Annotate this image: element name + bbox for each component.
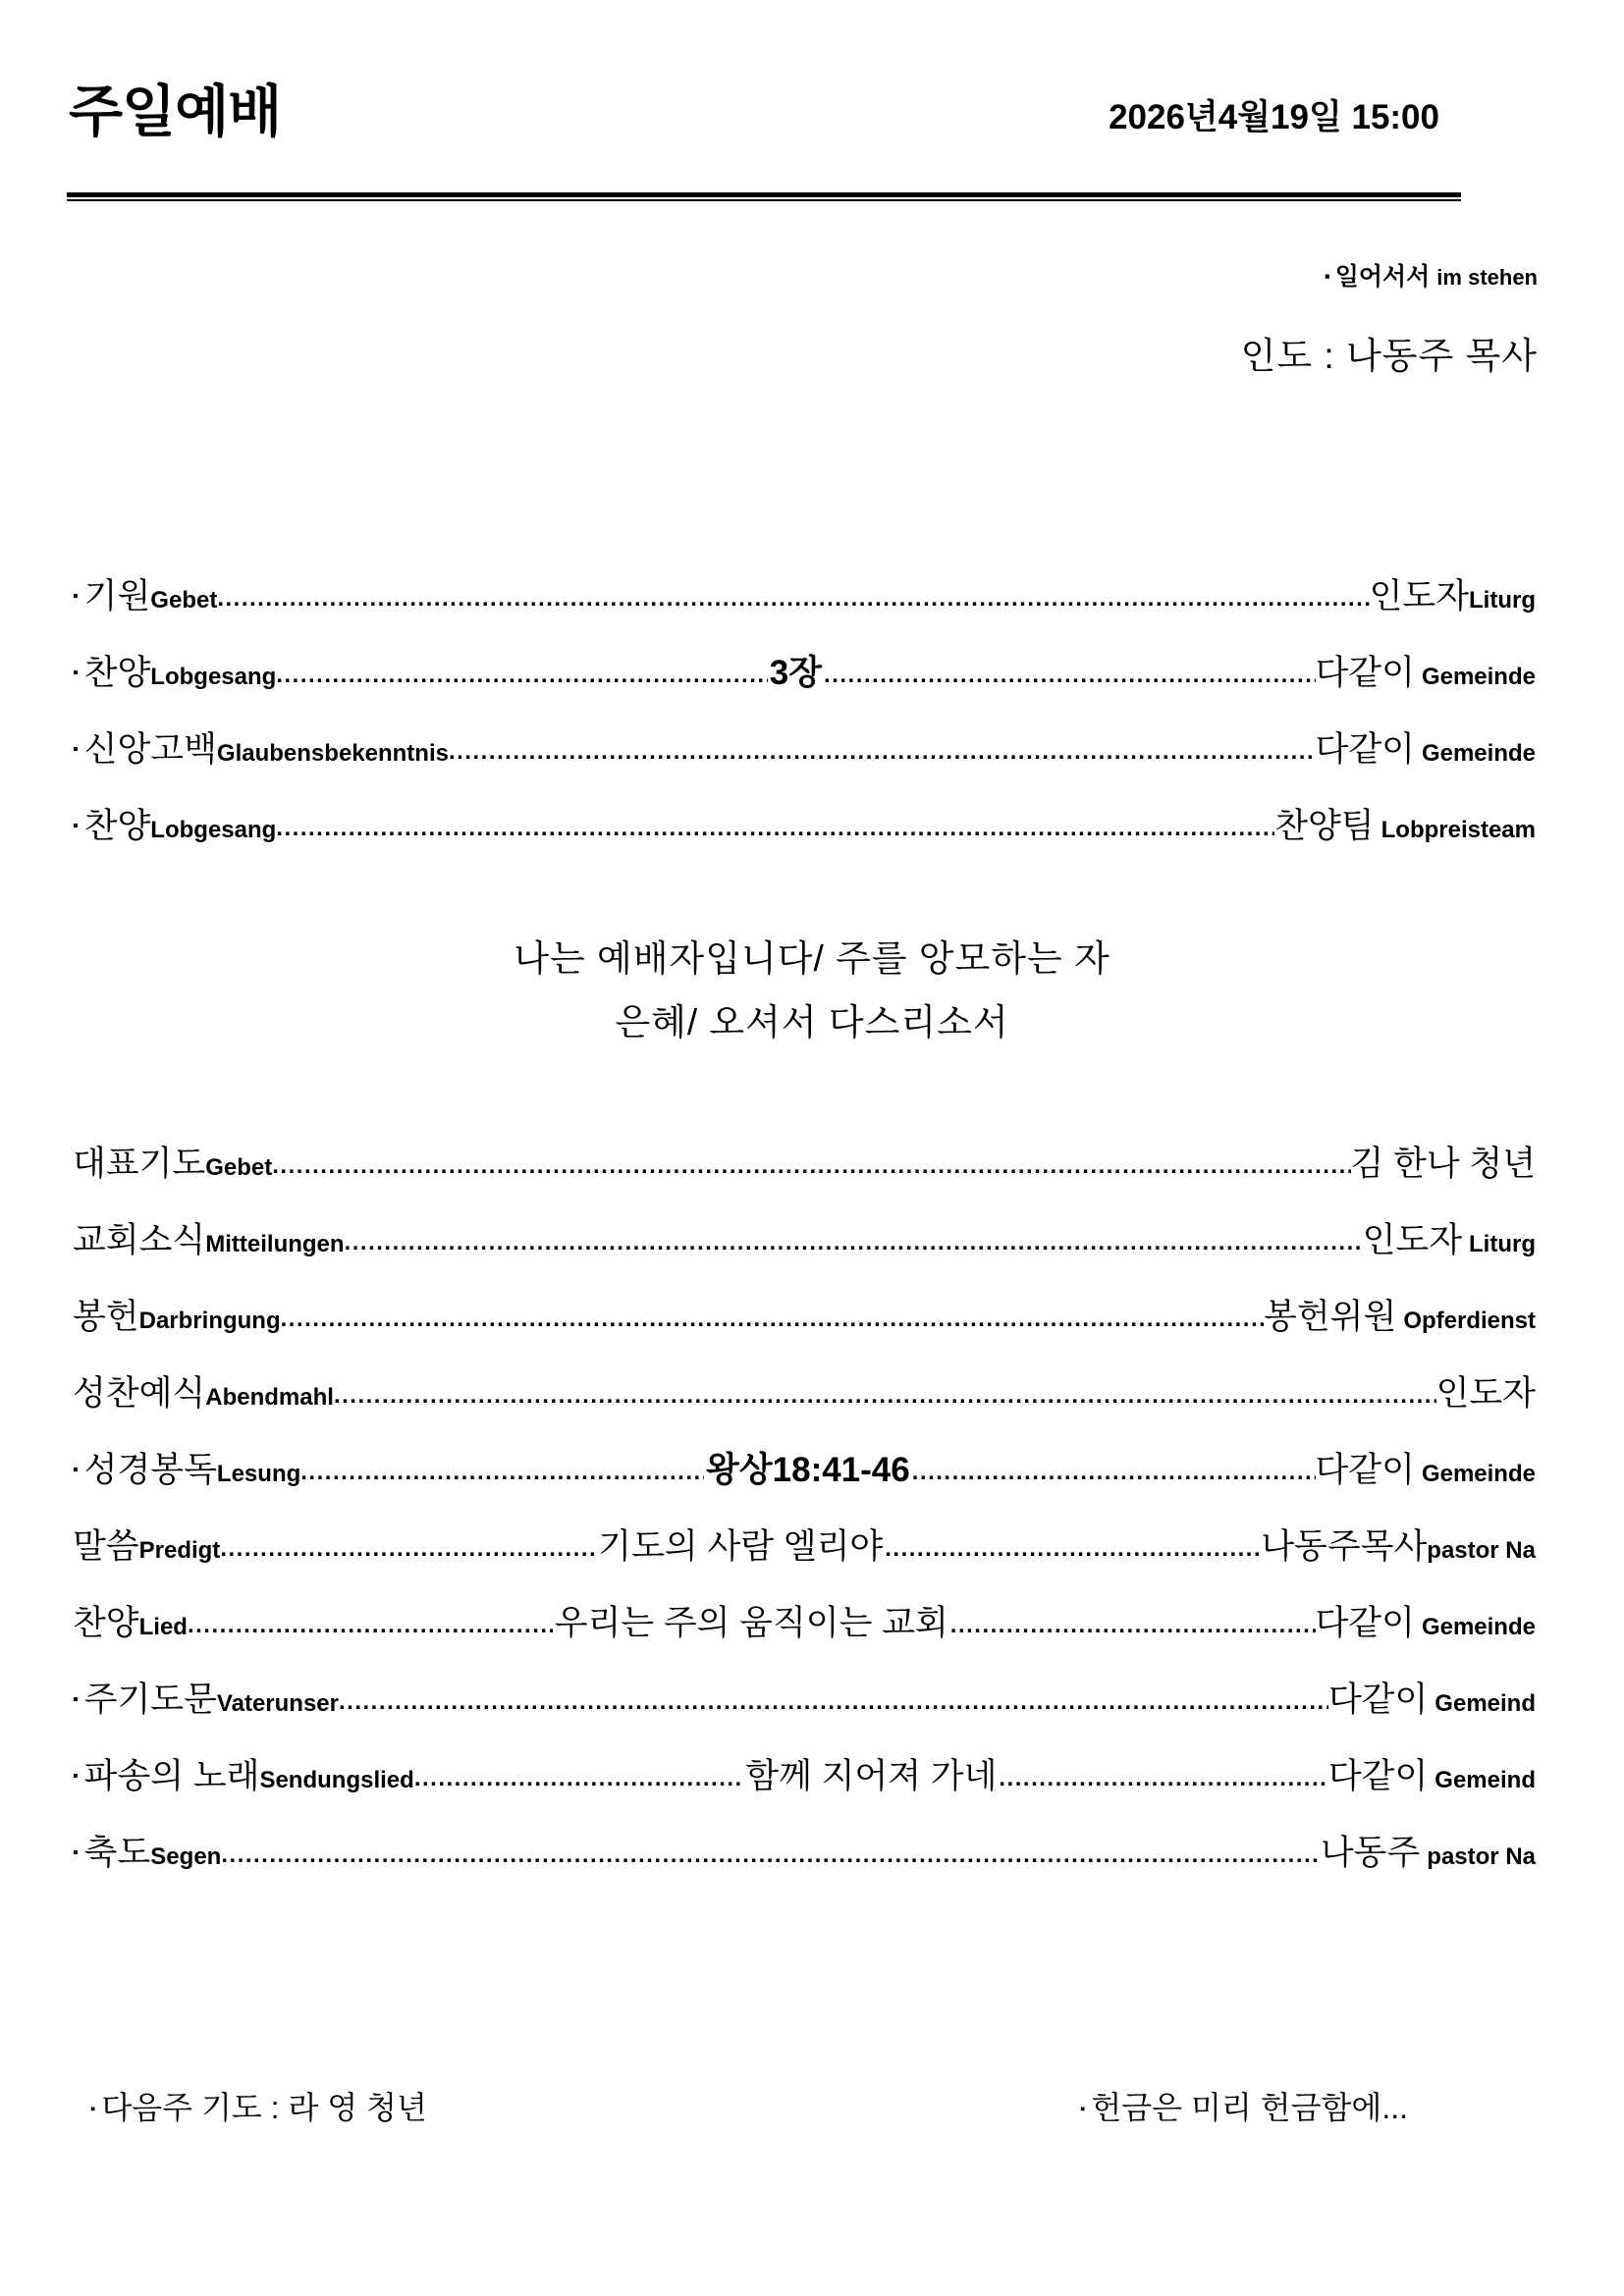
order-item-row [73,1366,1536,1415]
song-line: 은혜/ 오셔서 다스리소서 [615,1001,1009,1042]
order-item-name-de: Predigt [138,1537,221,1564]
order-item-performer-de: pastor Na [1427,1537,1536,1564]
order-item-performer-ko: 다같이 [1327,1681,1429,1719]
order-item-name-ko: 기원 [83,577,151,615]
leader-dots [272,1152,1350,1180]
leader-dots [912,1459,1316,1486]
order-item-name-de: Mitteilungen [205,1231,345,1257]
order-item-row [73,569,1536,618]
song-line: 나는 예배자입니다/ 주를 앙모하는 자 [514,938,1110,979]
next-week-prayer-note [90,2083,427,2128]
order-item-performer-ko: 나동주목사 [1261,1527,1428,1566]
leader-dots [950,1612,1316,1639]
order-item-name-ko: 신앙고백 [83,730,217,769]
next-week-prayer-text: 다음주 기도 : 라 영 청년 [101,2090,427,2125]
order-item-performer-de: Opferdienst [1403,1308,1536,1334]
order-item-row [73,1520,1536,1569]
order-item-row [73,1213,1536,1262]
order-item-name-de: Vaterunser [216,1690,339,1717]
order-item-performer-de: pastor Na [1427,1843,1536,1870]
bullet-icon: ▪ [73,665,79,681]
order-item-name-de: Gebet [150,587,218,614]
order-item-row [73,646,1536,695]
page-title: 주일예배 [69,80,282,143]
leader-dots [188,1612,553,1639]
bullet-icon: ▪ [73,1844,79,1861]
order-item-performer-ko: 다같이 [1315,1451,1415,1489]
order-item-name-de: Gebet [205,1154,273,1181]
order-item-name-de: Lobgesang [150,817,277,843]
bullet-icon: ▪ [73,818,79,834]
bullet-icon: ▪ [73,741,79,758]
order-item-name-ko: 찬양 [83,807,151,845]
leader-dots [334,1382,1436,1410]
order-item-performer-de: Gemeinde [1421,664,1536,690]
order-item-name-ko: 대표기도 [73,1145,206,1183]
order-item-row [73,1596,1536,1645]
order-item-name-ko: 주기도문 [83,1681,217,1719]
bullet-icon: ▪ [73,1462,79,1478]
bullet-icon: ▪ [73,1768,79,1785]
service-datetime: 2026년4월19일 15:00 [1109,98,1439,136]
order-item-name-de: Lobgesang [150,664,277,690]
leader-dots [414,1765,743,1792]
order-item-performer-ko: 인도자 [1435,1374,1536,1413]
order-item-performer-ko: 나동주 [1320,1834,1421,1872]
leader-dots [345,1229,1363,1256]
order-item-name-ko: 말씀 [73,1527,139,1566]
order-item-name-ko: 찬양 [83,654,151,692]
order-item-name-de: Glaubensbekenntnis [216,740,449,767]
leader-dots [339,1688,1328,1716]
order-item-performer-de: Lobpreisteam [1380,817,1536,843]
order-item-name-ko: 성찬예식 [73,1374,206,1413]
order-item-performer-de: Liturg [1469,1231,1536,1257]
order-item-name-ko: 봉헌 [73,1298,139,1336]
order-item-performer-ko: 인도자 [1362,1221,1463,1259]
order-item-performer-ko: 찬양팀 [1274,807,1375,845]
bullet-icon: ▪ [1324,267,1330,286]
divider-thin-line [67,199,1461,201]
order-item-performer-de: Gemeinde [1421,740,1536,767]
order-item-row [73,1826,1536,1875]
order-item-performer-de: Gemeind [1435,1690,1536,1717]
header-divider [67,192,1461,201]
offering-note [1080,2083,1485,2128]
order-item-name-de: Abendmahl [205,1384,334,1411]
order-item-row [73,1137,1536,1186]
order-item-name-ko: 교회소식 [73,1221,206,1259]
order-item-name-de: Lesung [216,1461,301,1487]
order-item-performer-de: Gemeinde [1421,1614,1536,1640]
order-item-row [73,799,1536,848]
order-item-performer-ko: 인도자 [1369,577,1470,615]
leader-dots [449,738,1316,766]
order-item-name-ko: 성경봉독 [83,1451,217,1489]
order-item-performer-ko: 다같이 [1327,1757,1429,1795]
order-item-name-de: Sendungslied [259,1767,414,1793]
order-item-detail: 왕상18:41-46 [706,1451,910,1489]
leader-dots [220,1535,596,1563]
order-item-name-de: Segen [150,1843,222,1870]
bullet-icon: ▪ [1080,2101,1086,2117]
leader-dots [221,1842,1321,1869]
service-leader: 인도 : 나동주 목사 [1240,336,1538,376]
order-item-performer-ko: 다같이 [1315,654,1415,692]
standing-note-de: im stehen [1436,265,1538,290]
order-item-performer-ko: 다같이 [1315,1604,1415,1642]
standing-note [1325,257,1538,293]
leader-dots [217,585,1369,613]
order-item-performer-ko: 김 한나 청년 [1350,1145,1536,1183]
bullet-icon: ▪ [90,2101,96,2117]
order-item-detail: 3장 [769,654,823,692]
order-item-performer-de: Gemeinde [1421,1461,1536,1487]
leader-dots [824,662,1315,689]
document-header [69,80,1463,143]
song-titles-block [0,928,1624,1055]
order-item-detail: 기도의 사람 엘리야 [598,1527,884,1566]
order-of-service-part-2 [73,1137,1536,1902]
leader-dots [276,815,1274,842]
bullet-icon: ▪ [73,1691,79,1708]
offering-text: 헌금은 미리 헌금함에... [1091,2090,1408,2125]
order-item-performer-ko: 다같이 [1315,730,1415,769]
order-of-service-part-1 [73,569,1536,876]
order-item-name-de: Darbringung [138,1308,281,1334]
order-item-name-ko: 찬양 [73,1604,139,1642]
order-item-performer-de: Liturg [1469,587,1536,614]
leader-dots [300,1459,704,1486]
order-item-performer-de: Gemeind [1435,1767,1536,1793]
leader-dots [885,1535,1261,1563]
bullet-icon: ▪ [73,588,79,605]
order-item-row [73,1290,1536,1339]
order-item-row [73,1673,1536,1722]
order-item-name-ko: 파송의 노래 [83,1757,260,1795]
order-item-row [73,1443,1536,1492]
order-item-row [73,1749,1536,1798]
order-item-performer-ko: 봉헌위원 [1264,1298,1397,1336]
order-item-name-ko: 축도 [83,1834,151,1872]
leader-dots [999,1765,1327,1792]
footer-notes [90,2083,1485,2128]
standing-note-ko: 일어서서 [1334,263,1431,291]
order-item-row [73,722,1536,772]
order-item-name-de: Lied [138,1614,188,1640]
order-item-detail: 우리는 주의 움직이는 교회 [554,1604,948,1642]
order-item-detail: 함께 지어져 가네 [745,1757,998,1795]
leader-dots [281,1306,1264,1333]
leader-dots [276,662,767,689]
